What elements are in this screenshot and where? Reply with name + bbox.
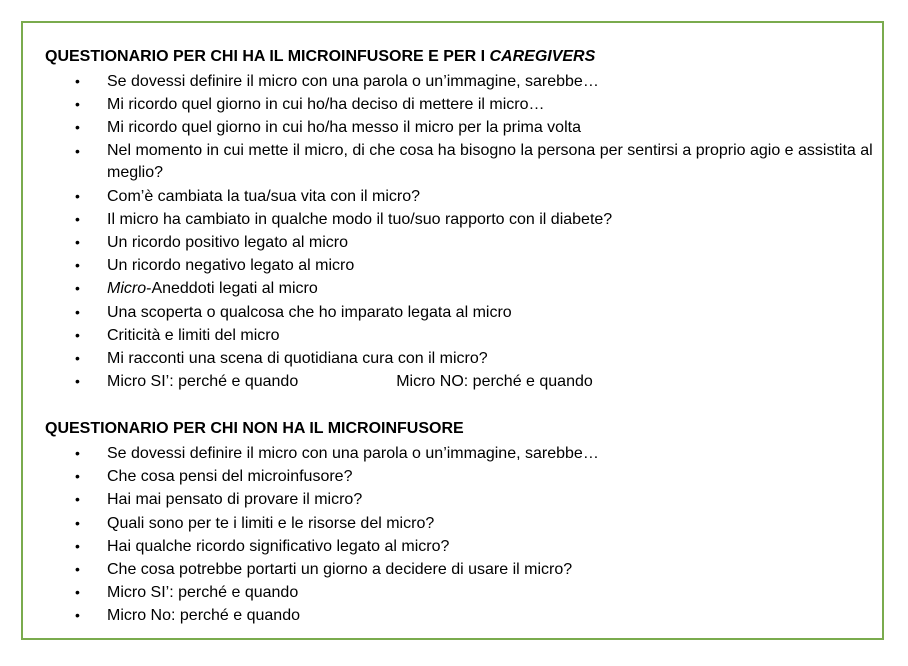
- list-item: [45, 512, 875, 535]
- list-item: [45, 116, 875, 139]
- list-item: [45, 370, 875, 393]
- question-text: Nel momento in cui mette il micro, di che cosa ha bisogno la persona per sentirsi a proprio agio e assistita al meglio?: [107, 141, 873, 182]
- question-text: Mi ricordo quel giorno in cui ho/ha messo il micro per la prima volta: [107, 119, 581, 137]
- question-list-with-pump: [45, 70, 875, 393]
- list-item: [45, 231, 875, 254]
- section-without-pump: [45, 419, 875, 628]
- bullet-icon: •: [75, 257, 80, 274]
- bullet-icon: •: [75, 73, 80, 89]
- question-text: Che cosa potrebbe portarti un giorno a decidere di usare il micro?: [107, 561, 573, 579]
- bullet-icon: •: [75, 96, 80, 113]
- list-item: [45, 442, 875, 465]
- list-item: [45, 581, 875, 604]
- section-title-without-pump: QUESTIONARIO PER CHI NON HA IL MICROINFUSORE: [45, 420, 464, 437]
- list-item: [45, 185, 875, 208]
- list-item: [45, 301, 875, 324]
- section-title-caregivers: CAREGIVERS: [489, 48, 596, 65]
- list-item: [45, 140, 875, 185]
- section-title-with-pump: [45, 47, 875, 67]
- list-item: [45, 208, 875, 231]
- bullet-icon: •: [75, 280, 80, 297]
- bullet-icon: •: [75, 537, 80, 554]
- bullet-icon: •: [75, 445, 80, 461]
- bullet-icon: •: [75, 234, 80, 251]
- question-text: Se dovessi definire il micro con una parola o un’immagine, sarebbe…: [107, 445, 599, 462]
- question-text: Mi racconti una scena di quotidiana cura con il micro?: [107, 350, 488, 368]
- question-text: Quali sono per te i limiti e le risorse del micro?: [107, 514, 435, 532]
- bullet-icon: •: [75, 350, 80, 367]
- question-text-italic: Micro: [107, 280, 147, 298]
- bullet-icon: •: [75, 210, 80, 227]
- question-text: Un ricordo positivo legato al micro: [107, 234, 348, 252]
- question-text: Una scoperta o qualcosa che ho imparato legata al micro: [107, 303, 512, 321]
- list-item: [45, 324, 875, 347]
- question-text: Micro SI’: perché e quando: [107, 373, 299, 391]
- list-item: [45, 70, 875, 93]
- questionnaire-box: [21, 21, 884, 640]
- question-text: Il micro ha cambiato in qualche modo il tuo/suo rapporto con il diabete?: [107, 210, 613, 228]
- bullet-icon: •: [75, 187, 80, 204]
- bullet-icon: •: [75, 514, 80, 531]
- question-text: Micro SI’: perché e quando: [107, 584, 299, 602]
- bullet-icon: •: [75, 142, 80, 159]
- bullet-icon: •: [75, 607, 80, 624]
- list-item: [45, 277, 875, 300]
- question-text: Che cosa pensi del microinfusore?: [107, 468, 353, 486]
- question-text: Micro No: perché e quando: [107, 607, 300, 625]
- list-item: [45, 93, 875, 116]
- section-title-prefix: QUESTIONARIO PER CHI HA IL MICROINFUSORE E PER I: [45, 48, 490, 65]
- bullet-icon: •: [75, 326, 80, 343]
- question-text: Mi ricordo quel giorno in cui ho/ha deciso di mettere il micro…: [107, 96, 545, 114]
- question-text: Hai qualche ricordo significativo legato al micro?: [107, 537, 450, 555]
- list-item: [45, 535, 875, 558]
- list-item: [45, 347, 875, 370]
- bullet-icon: •: [75, 468, 80, 485]
- question-text: Criticità e limiti del micro: [107, 326, 280, 344]
- bullet-icon: •: [75, 373, 80, 390]
- bullet-icon: •: [75, 303, 80, 320]
- bullet-icon: •: [75, 491, 80, 508]
- list-item: [45, 558, 875, 581]
- bullet-icon: •: [75, 561, 80, 578]
- list-item: [45, 604, 875, 627]
- section-with-pump: [45, 47, 875, 393]
- question-text: Com’è cambiata la tua/sua vita con il micro?: [107, 187, 421, 205]
- list-item: [45, 488, 875, 511]
- question-text: Hai mai pensato di provare il micro?: [107, 491, 363, 509]
- question-text: Micro NO: perché e quando: [396, 373, 593, 391]
- question-text: Se dovessi definire il micro con una parola o un’immagine, sarebbe…: [107, 73, 599, 90]
- bullet-icon: •: [75, 119, 80, 136]
- question-text: -Aneddoti legati al micro: [146, 280, 318, 298]
- list-item: [45, 465, 875, 488]
- list-item: [45, 254, 875, 277]
- question-list-without-pump: [45, 442, 875, 628]
- question-text: Un ricordo negativo legato al micro: [107, 257, 355, 275]
- bullet-icon: •: [75, 584, 80, 601]
